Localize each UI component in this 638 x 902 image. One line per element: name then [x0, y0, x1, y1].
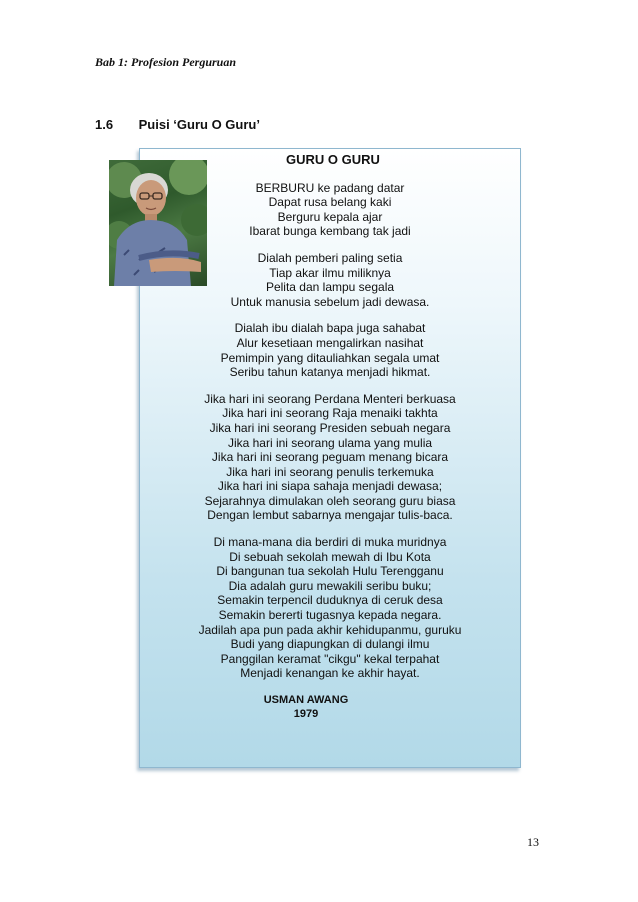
poem-line: Menjadi kenangan ke akhir hayat. — [240, 666, 420, 681]
poem-line: BERBURU ke padang datar — [255, 180, 405, 195]
poem-line: Di bangunan tua sekolah Hulu Terengganu — [216, 564, 444, 579]
poem-line: Jadilah apa pun pada akhir kehidupanmu, guruku — [198, 622, 462, 637]
poem-line: Seribu tahun katanya menjadi hikmat. — [229, 365, 431, 380]
poem-line: Di sebuah sekolah mewah di Ibu Kota — [229, 549, 431, 564]
poem-line: Di mana-mana dia berdiri di muka muridnya — [213, 535, 447, 550]
poem-line: Sejarahnya dimulakan oleh seorang guru biasa — [204, 493, 456, 508]
stanza-3 — [140, 321, 520, 379]
poem-year: 1979 — [293, 708, 319, 720]
poem-line: Jika hari ini seorang peguam menang bicara — [211, 450, 449, 465]
poem-line: Untuk manusia sebelum jadi dewasa. — [230, 294, 430, 309]
stanza-5 — [140, 535, 520, 681]
poem-line: Jika hari ini seorang ulama yang mulia — [227, 435, 433, 450]
poem-line: Budi yang diapungkan di dulangi ilmu — [230, 637, 430, 652]
poem-author — [92, 693, 520, 721]
stanza-4 — [140, 392, 520, 523]
poem-title: GURU O GURU — [286, 152, 380, 167]
poem-line: Jika hari ini siapa sahaja menjadi dewasa; — [217, 479, 443, 494]
poem-line: Tiap akar ilmu miliknya — [269, 265, 391, 280]
stanza-2 — [140, 251, 520, 309]
poem — [140, 150, 520, 721]
poem-line: Semakin terpencil duduknya di ceruk desa — [217, 593, 443, 608]
poem-line: Jika hari ini seorang Perdana Menteri berkuasa — [204, 391, 456, 406]
section-number: 1.6 — [95, 117, 114, 132]
poem-line: Dengan lembut sabarnya mengajar tulis-baca. — [207, 508, 453, 523]
poem-line: Jika hari ini seorang Raja menaiki takhta — [222, 406, 438, 421]
poem-line: Panggilan keramat "cikgu" kekal terpahat — [220, 651, 440, 666]
poem-line: Dapat rusa belang kaki — [268, 195, 392, 210]
author-name: USMAN AWANG — [263, 694, 349, 706]
poem-line: Pemimpin yang ditauliahkan segala umat — [220, 350, 440, 365]
poem-line: Dialah ibu dialah bapa juga sahabat — [234, 321, 426, 336]
page-number: 13 — [527, 835, 539, 849]
poem-line: Jika hari ini seorang Presiden sebuah negara — [209, 420, 451, 435]
poem-line: Jika hari ini seorang penulis terkemuka — [226, 464, 434, 479]
poem-line: Alur kesetiaan mengalirkan nasihat — [236, 335, 424, 350]
poem-line: Dia adalah guru mewakili seribu buku; — [228, 578, 432, 593]
poem-line: Berguru kepala ajar — [277, 209, 383, 224]
poem-line: Semakin bererti tugasnya kepada negara. — [218, 608, 442, 623]
section-heading — [95, 117, 260, 132]
section-title: Puisi ‘Guru O Guru’ — [138, 117, 260, 132]
chapter-header: Bab 1: Profesion Perguruan — [95, 55, 237, 69]
stanza-1 — [140, 181, 520, 239]
poem-line: Pelita dan lampu segala — [265, 280, 395, 295]
poem-line: Ibarat bunga kembang tak jadi — [249, 224, 411, 239]
poem-line: Dialah pemberi paling setia — [257, 250, 403, 265]
